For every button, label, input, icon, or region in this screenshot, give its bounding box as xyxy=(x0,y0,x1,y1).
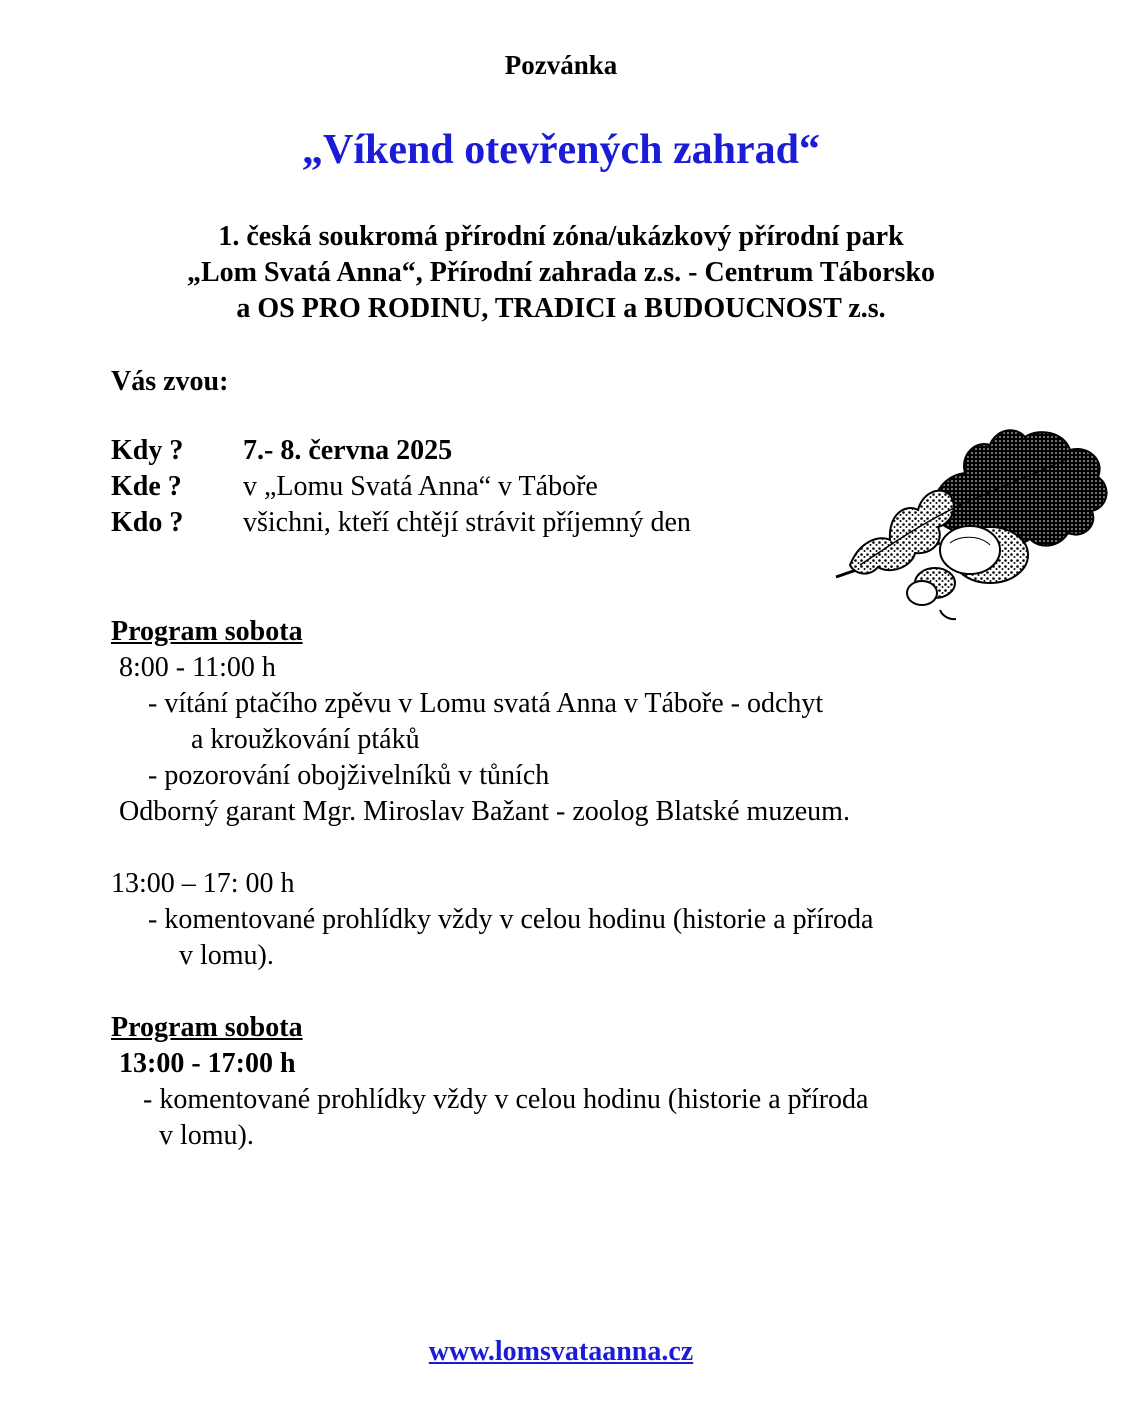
program-1-item-2: - pozorování obojživelníků v tůních xyxy=(148,760,550,791)
when-value: 7.- 8. června 2025 xyxy=(243,435,453,466)
who-label: Kdo ? xyxy=(111,507,184,538)
program-heading-2: Program sobota xyxy=(111,1012,303,1043)
invitation-heading: Pozvánka xyxy=(504,50,618,80)
organizer-line-3: a OS PRO RODINU, TRADICI a BUDOUCNOST z.s. xyxy=(236,293,886,324)
when-label: Kdy ? xyxy=(111,435,184,466)
program-1-item-3-line-2: v lomu). xyxy=(179,940,274,971)
program-2-time: 13:00 - 17:00 h xyxy=(119,1048,296,1079)
who-value: všichni, kteří chtějí strávit příjemný den xyxy=(243,507,691,538)
program-2-item-line-1: - komentované prohlídky vždy v celou hodinu (historie a příroda xyxy=(143,1084,869,1115)
where-value: v „Lomu Svatá Anna“ v Táboře xyxy=(243,471,598,502)
organizer-line-2: „Lom Svatá Anna“, Přírodní zahrada z.s. - Centrum Táborsko xyxy=(186,257,936,288)
where-label: Kde ? xyxy=(111,471,182,502)
organizer-line-1: 1. česká soukromá přírodní zóna/ukázkový přírodní park xyxy=(218,221,904,252)
program-1-item-3-line-1: - komentované prohlídky vždy v celou hodinu (historie a příroda xyxy=(148,904,874,935)
website-link[interactable]: www.lomsvataanna.cz xyxy=(428,1336,694,1367)
program-1-garant: Odborný garant Mgr. Miroslav Bažant - zoolog Blatské muzeum. xyxy=(119,796,850,827)
program-1-item-1-line-1: - vítání ptačího zpěvu v Lomu svatá Anna v Táboře - odchyt xyxy=(148,688,824,719)
oak-leaf-acorn-illustration xyxy=(830,415,1110,625)
program-2-item-line-2: v lomu). xyxy=(159,1120,254,1151)
program-heading-1: Program sobota xyxy=(111,616,303,647)
program-1-time-afternoon: 13:00 – 17: 00 h xyxy=(111,868,295,899)
program-1-item-1-line-2: a kroužkování ptáků xyxy=(191,724,420,755)
invite-label: Vás zvou: xyxy=(111,366,229,397)
program-1-time-morning: 8:00 - 11:00 h xyxy=(119,652,276,683)
event-title: „Víkend otevřených zahrad“ xyxy=(302,127,820,173)
